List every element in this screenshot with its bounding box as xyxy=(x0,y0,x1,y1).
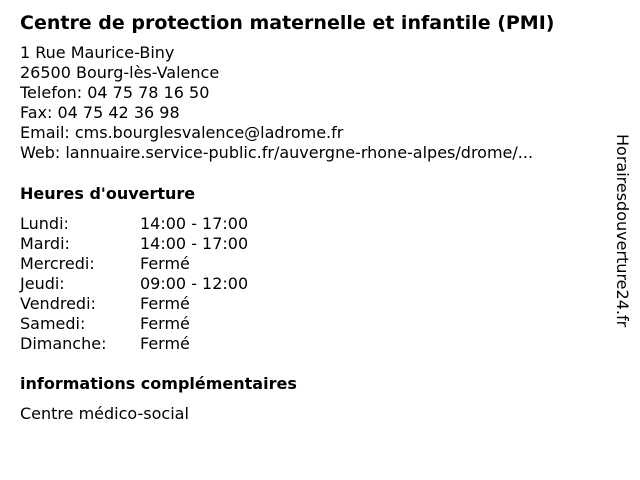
day-hours: Fermé xyxy=(140,294,190,313)
day-label: Lundi: xyxy=(20,214,69,233)
site-watermark: Horairesdouverture24.fr xyxy=(613,134,632,328)
day-hours: Fermé xyxy=(140,254,190,273)
web-address: Web: lannuaire.service-public.fr/auvergne-rhone-alpes/drome/... xyxy=(20,143,534,162)
hours-row-saturday xyxy=(20,314,248,334)
city-postcode: 26500 Bourg-lès-Valence xyxy=(20,63,220,82)
page-title: Centre de protection maternelle et infantile (PMI) xyxy=(20,12,555,34)
day-label: Jeudi: xyxy=(20,274,65,293)
day-label: Mercredi: xyxy=(20,254,95,273)
day-hours: Fermé xyxy=(140,314,190,333)
hours-row-friday xyxy=(20,294,248,314)
day-label: Vendredi: xyxy=(20,294,96,313)
street-address: 1 Rue Maurice-Biny xyxy=(20,43,175,62)
day-label: Dimanche: xyxy=(20,334,107,353)
day-hours: 14:00 - 17:00 xyxy=(140,234,249,253)
day-hours: Fermé xyxy=(140,334,190,353)
hours-row-sunday xyxy=(20,334,248,354)
email-address: Email: cms.bourglesvalence@ladrome.fr xyxy=(20,123,344,142)
opening-hours-heading: Heures d'ouverture xyxy=(20,184,196,203)
hours-row-wednesday xyxy=(20,254,248,274)
fax-number: Fax: 04 75 42 36 98 xyxy=(20,103,180,122)
hours-row-thursday xyxy=(20,274,248,294)
address-block xyxy=(20,43,533,163)
day-label: Samedi: xyxy=(20,314,86,333)
day-hours: 09:00 - 12:00 xyxy=(140,274,249,293)
opening-hours-table xyxy=(20,214,248,354)
additional-info-text: Centre médico-social xyxy=(20,404,189,423)
additional-info-heading: informations complémentaires xyxy=(20,374,297,393)
day-hours: 14:00 - 17:00 xyxy=(140,214,249,233)
phone-number: Telefon: 04 75 78 16 50 xyxy=(20,83,210,102)
hours-row-tuesday xyxy=(20,234,248,254)
day-label: Mardi: xyxy=(20,234,70,253)
hours-row-monday xyxy=(20,214,248,234)
